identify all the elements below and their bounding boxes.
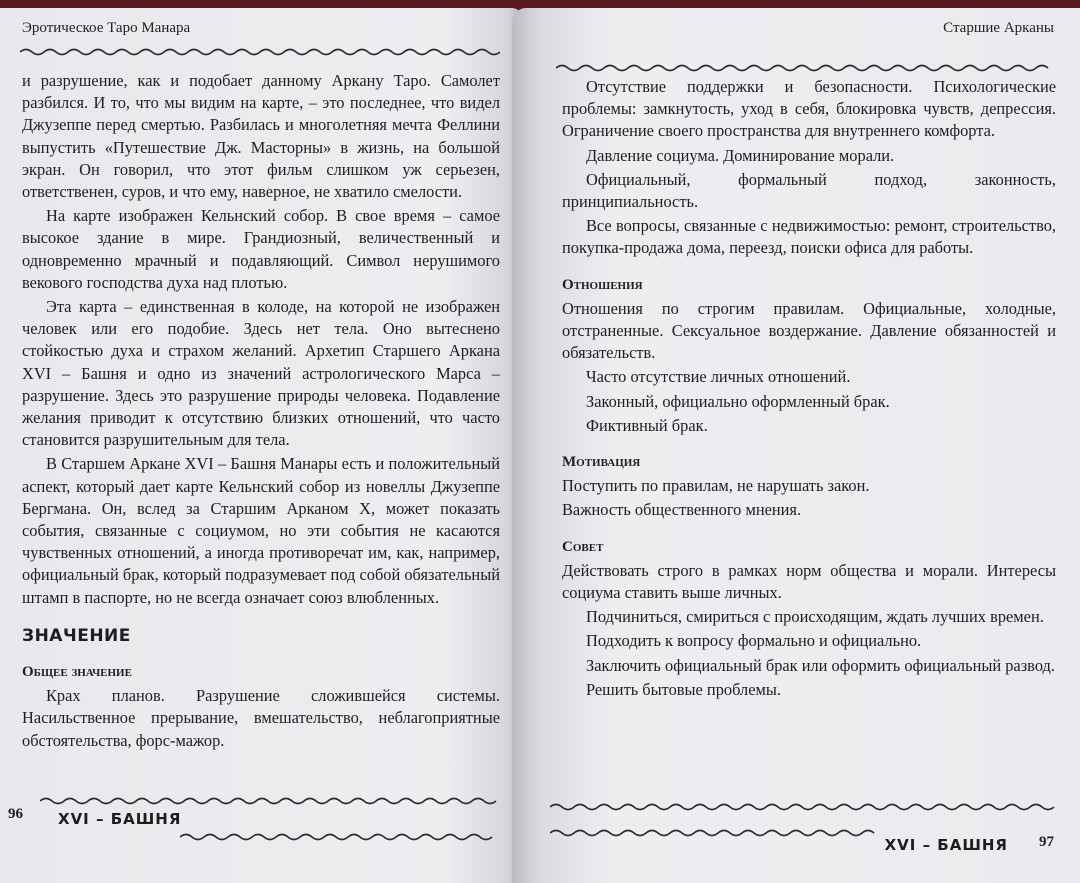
relations-paragraph-3: Законный, официально оформленный брак. bbox=[586, 391, 890, 411]
right-intro-paragraph-1: Отсутствие поддержки и безопасности. Психологические проблемы: замкнутость, уход в себя, блокировка чувств, депрессия. Ограничение своего пространства для внутреннего комфорта. bbox=[562, 77, 1056, 141]
left-running-head: Эротическое Таро Манара bbox=[22, 20, 191, 36]
subhead-relations: Отношения bbox=[562, 276, 643, 293]
motivation-paragraph-2: Важность общественного мнения. bbox=[562, 500, 802, 520]
relations-paragraph-2: Часто отсутствие личных отношений. bbox=[586, 367, 851, 387]
right-body-text bbox=[562, 76, 1056, 703]
left-footer-wave-ornament bbox=[40, 794, 500, 808]
left-page bbox=[0, 8, 522, 883]
right-intro-paragraph-4: Все вопросы, связанные с недвижимостью: ремонт, строительство, покупка-продажа дома, переезд, поиски офиса для работы. bbox=[562, 216, 1056, 258]
relations-paragraph-1: Отношения по строгим правилам. Официальные, холодные, отстраненные. Сексуальное воздержание. Давление обязанностей и обязательств. bbox=[562, 298, 1056, 363]
left-footer-label: XVI – БАШНЯ bbox=[58, 810, 182, 828]
subhead-general-meaning: Общее значение bbox=[22, 664, 132, 681]
left-paragraph-1: и разрушение, как и подобает данному Аркану Таро. Самолет разбился. И то, что мы видим на карте, – это последнее, что видел Джузеппе перед смертью. Разбилась и многолетняя мечта Феллини выпустить «Путешествие Дж. Масторны» в жизнь, на большой экран. Он говорил, что этот фильм слишком уж серьезен, ответственен, суров, и что ему, наверное, не хватило смелости. bbox=[22, 71, 500, 202]
advice-paragraph-5: Решить бытовые проблемы. bbox=[586, 679, 781, 699]
section-title-meaning: ЗНАЧЕНИЕ bbox=[22, 625, 131, 646]
right-page-number: 97 bbox=[1039, 834, 1054, 850]
right-footer-label: XVI – БАШНЯ bbox=[884, 836, 1008, 854]
general-meaning-text: Крах планов. Разрушение сложившейся системы. Насильственное прерывание, вмешательство, неблагоприятные обстоятельства, форс-мажор. bbox=[22, 686, 500, 750]
right-page bbox=[512, 8, 1080, 883]
subhead-motivation: Мотивация bbox=[562, 454, 641, 471]
right-header-wave-ornament bbox=[556, 60, 1056, 76]
subhead-advice: Совет bbox=[562, 538, 604, 555]
advice-paragraph-3: Подходить к вопросу формально и официально. bbox=[586, 631, 922, 651]
left-paragraph-2: На карте изображен Кельнский собор. В свое время – самое высокое здание в мире. Грандиозный, величественный и одновременно мрачный и подавляющий. Символ нерушимого векового господства духа над плотью. bbox=[22, 206, 500, 292]
motivation-paragraph-1: Поступить по правилам, не нарушать закон. bbox=[562, 476, 870, 496]
right-intro-paragraph-3: Официальный, формальный подход, законность, принципиальность. bbox=[562, 169, 1056, 212]
left-page-number: 96 bbox=[8, 806, 23, 822]
advice-paragraph-4: Заключить официальный брак или оформить официальный развод. bbox=[586, 655, 1055, 675]
left-paragraph-3: Эта карта – единственная в колоде, на которой не изображен человек или его подобие. Здесь нет тела. Оно вытеснено стойкостью духа и страхом желаний. Архетип Старшего Аркана XVI – Башня и одно из значений астрологического Марса – разрушение. Здесь это разрушение природы человека. Подавление желания приводит к отсутствию близких отношений, что часто становится разрушительным для тела. bbox=[22, 297, 500, 450]
left-paragraph-4: В Старшем Аркане XVI – Башня Манары есть и положительный аспект, который дает карте Кельнский собор из новеллы Джузеппе Бергмана. Он, вслед за Старшим Арканом X, может показать события, связанные с социумом, но эти события не касаются чувственных отношений, а иногда противоречат им, как, например, официальный брак, который подразумевает под собой обязательный штамп в паспорте, но не всегда означает союз влюбленных. bbox=[22, 454, 500, 607]
advice-paragraph-1: Действовать строго в рамках норм общества и морали. Интересы социума ставить выше личных. bbox=[562, 560, 1056, 603]
right-intro-paragraph-2: Давление социума. Доминирование морали. bbox=[586, 145, 895, 165]
left-header-wave-ornament bbox=[20, 44, 500, 60]
right-footer-wave-ornament-2 bbox=[550, 826, 880, 840]
right-footer-wave-ornament bbox=[550, 800, 1056, 814]
left-footer-wave-ornament-2 bbox=[180, 830, 500, 844]
advice-paragraph-2: Подчиниться, смириться с происходящим, ждать лучших времен. bbox=[586, 607, 1044, 627]
right-running-head: Старшие Арканы bbox=[943, 20, 1054, 36]
relations-paragraph-4: Фиктивный брак. bbox=[586, 415, 708, 435]
left-body-text bbox=[22, 70, 500, 754]
